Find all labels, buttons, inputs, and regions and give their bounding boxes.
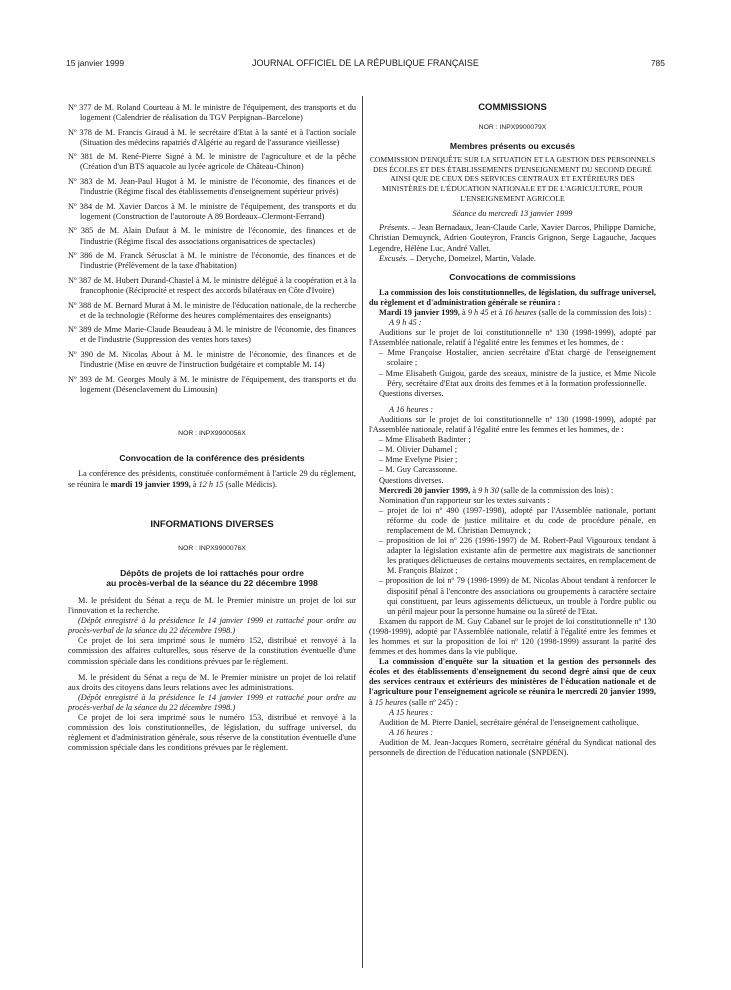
- question-item: Nº 393 de M. Georges Mouly à M. le ministre de l'équipement, des transports et du logement (Désenclavement du Limousin): [68, 374, 356, 394]
- presents-paragraph: Présents. – Jean Bernadaux, Jean-Claude Carle, Xavier Darcos, Philippe Darniche, Christian Demuynck, Adrien Gouteyron, Francis Grignon, Serge Lagauche, Jacques Legendre, Hélène Luc, André Vallet.: [369, 223, 656, 253]
- question-item: Nº 390 de M. Nicolas About à M. le ministre de l'économie, des finances et de l'industrie (Mise en œuvre de l'instruction budgétaire et comptable M. 14): [68, 349, 356, 369]
- header-date: 15 janvier 1999: [66, 58, 125, 68]
- audition-list: [369, 435, 656, 475]
- nor-reference: NOR : INPX9900076X: [178, 544, 246, 552]
- section-heading-informations: INFORMATIONS DIVERSES: [150, 518, 274, 530]
- paragraph: Ce projet de loi sera imprimé sous le numéro 153, distribué et renvoyé à la commission des lois constitutionnelles, de législation, du suffrage universel, du règlement et d'administration générale, sous réserve de la constitution éventuelle d'une commission spéciale dans les conditions prévues par le règlement.: [68, 713, 356, 753]
- page-header: [66, 58, 665, 72]
- paragraph: Nomination d'un rapporteur sur les textes suivants :: [379, 495, 550, 505]
- list-item: – Mme Françoise Hostalier, ancien secrétaire d'Etat chargé de l'enseignement scolaire ;: [379, 348, 656, 368]
- paragraph: Auditions sur le projet de loi constitutionnelle nº 130 (1998-1999), adopté par l'Assemblée nationale, relatif à l'égalité entre les femmes et les hommes, de :: [369, 414, 656, 435]
- question-item: Nº 389 de Mme Marie-Claude Beaudeau à M. le ministre de l'économie, des finances et de l'industrie (Suppression des ventes hors taxes): [68, 325, 356, 345]
- paragraph: Examen du rapport de M. Guy Cabanel sur le projet de loi constitutionnelle nº 130 (1998-1999), adopté par l'Assemblée nationale, relatif à l'égalité entre les femmes et les hommes et sur la proposition de loi nº 120 (1998-1999) assurant la parité des femmes et des hommes dans la vie publique.: [369, 616, 656, 657]
- question-item: Nº 378 de M. Francis Giraud à M. le secrétaire d'Etat à la santé et à l'action sociale (Situation des médecins rapatriés d'Algérie au regard de l'assurance vieillesse): [68, 127, 356, 147]
- question-item: Nº 387 de M. Hubert Durand-Chastel à M. le ministre délégué à la coopération et à la francophonie (Réciprocité et respect des accords bilatéraux en Côte d'Ivoire): [68, 275, 356, 295]
- paragraph: Audition de M. Jean-Jacques Romero, secrétaire général du Syndicat national des personnels de direction de l'éducation nationale (SNPDEN).: [369, 737, 656, 758]
- question-item: Nº 385 de M. Alain Dufaut à M. le ministre de l'économie, des finances et de l'industrie (Régime fiscal des associations organisatrices de spectacles): [68, 226, 356, 246]
- list-item: – proposition de loi nº 79 (1998-1999) de M. Nicolas About tendant à renforcer le dispositif pénal à l'encontre des associations ou groupements à caractère sectaire qui constituent, par leurs agissements délictueux, un trouble à l'ordre public ou un péril majeur pour la personne humaine ou la sûreté de l'Etat.: [379, 576, 656, 616]
- paragraph: Questions diverses.: [379, 388, 444, 398]
- question-item: Nº 386 de M. Franck Sérusclat à M. le ministre de l'économie, des finances et de l'industrie (Prélèvement de la taxe d'habitation): [68, 251, 356, 271]
- paragraph-italic: (Dépôt enregistré à la présidence le 14 janvier 1999 et rattaché pour ordre au procès-verbal de la séance du 22 décembre 1998.): [68, 616, 356, 636]
- question-item: Nº 388 de M. Bernard Murat à M. le ministre de l'éducation nationale, de la recherche et de la technologie (Réforme des heures complémentaires des enseignants): [68, 300, 356, 320]
- list-item: – M. Guy Carcassonne.: [379, 465, 458, 475]
- paragraph: Audition de M. Pierre Daniel, secrétaire général de l'enseignement catholique.: [379, 717, 639, 727]
- paragraph: Ce projet de loi sera imprimé sous le numéro 152, distribué et renvoyé à la commission des affaires culturelles, sous réserve de la constitution éventuelle d'une commission spéciale dans les conditions prévues par le règlement.: [68, 636, 356, 666]
- time-label: A 15 heures :: [389, 707, 434, 717]
- right-column: [369, 103, 656, 758]
- mardi-paragraph: Mardi 19 janvier 1999, à 9 h 45 et à 16 heures (salle de la commission des lois) :: [379, 308, 652, 317]
- question-item: Nº 384 de M. Xavier Darcos à M. le ministre de l'équipement, des transports et du logement (Construction de l'autoroute A 89 Bordeaux–Clermont-Ferrand): [68, 201, 356, 221]
- left-column: [68, 103, 356, 753]
- paragraph: M. le président du Sénat a reçu de M. le Premier ministre un projet de loi sur l'innovation et la recherche.: [68, 596, 356, 616]
- time-label: A 16 heures :: [389, 727, 434, 737]
- audition-list: [369, 348, 656, 388]
- header-page-number: 785: [650, 58, 665, 68]
- list-item: – Mme Elisabeth Guigou, garde des sceaux, ministre de la justice, et Mme Nicole Péry, secrétaire d'Etat aux droits des femmes et à la formation professionnelle.: [379, 368, 656, 388]
- question-item: Nº 381 de M. René-Pierre Signé à M. le ministre de l'agriculture et de la pêche (Création d'un BTS aquacole au lycée agricole de Château-Chinon): [68, 152, 356, 172]
- section-heading-commissions: COMMISSIONS: [478, 102, 547, 113]
- nor-reference: NOR : INPX9900079X: [478, 124, 547, 132]
- list-item: – proposition de loi nº 226 (1996-1997) de M. Robert-Paul Vigouroux tendant à adapter la législation existante afin de permettre aux magistrats de sanctionner les pratiques délictueuses de certains mouvements sectaires, en remplacement de M. François Blaizot ;: [379, 536, 656, 576]
- conference-paragraph: La conférence des présidents, constituée conformément à l'article 29 du règlement, se réunira le mardi 19 janvier 1999, à 12 h 15 (salle Médicis).: [68, 469, 356, 489]
- list-item: – Mme Elisabeth Badinter ;: [379, 435, 471, 445]
- paragraph: Questions diverses.: [379, 475, 444, 485]
- paragraph: Auditions sur le projet de loi constitutionnelle nº 130 (1998-1999), adopté par l'Assemblée nationale, relatif à l'égalité entre les femmes et les hommes, de :: [369, 328, 656, 348]
- nomination-list: [369, 506, 656, 617]
- list-item: – M. Olivier Duhamel ;: [379, 445, 458, 455]
- time-label: A 16 heures :: [389, 404, 434, 414]
- list-item: – projet de loi nº 490 (1997-1998), adopté par l'Assemblée nationale, portant réforme du code de justice militaire et du code de procédure pénale, en remplacement de M. Christian Demuynck ;: [379, 505, 656, 535]
- excuses-paragraph: Excusés. – Deryche, Domeizel, Martin, Valade.: [379, 253, 536, 263]
- section-heading-conference: Convocation de la conférence des présidents: [119, 453, 305, 464]
- commission-lois-intro: La commission des lois constitutionnelles, de législation, du suffrage universel, du règlement et d'administration générale se réunira :: [369, 287, 656, 307]
- header-journal-title: JOURNAL OFFICIEL DE LA RÉPUBLIQUE FRANÇAISE: [252, 58, 479, 68]
- list-item: – Mme Evelyne Pisier ;: [379, 455, 458, 465]
- section-heading-convocations: Convocations de commissions: [449, 271, 576, 282]
- question-item: Nº 383 de M. Jean-Paul Hugot à M. le ministre de l'économie, des finances et de l'industrie (Régime fiscal des établissements d'enseignement supérieur privés): [68, 177, 356, 197]
- paragraph: M. le président du Sénat a reçu de M. le Premier ministre un projet de loi relatif aux droits des citoyens dans leurs relations avec les administrations.: [68, 672, 356, 692]
- section-heading-membres: Membres présents ou excusés: [449, 141, 576, 152]
- mercredi-paragraph: Mercredi 20 janvier 1999, à 9 h 30 (salle de la commission des lois) :: [379, 485, 614, 495]
- question-list: [68, 103, 356, 395]
- enquete-paragraph: La commission d'enquête sur la situation et la gestion des personnels des écoles et des établissements d'enseignement du second degré ainsi que de ceux des services centraux et extérieurs des ministères de l'éducation nationale et de l'agriculture pour l'enseignement agricole se réunira le mercredi 20 janvier 1999, à 15 heures (salle nº 245) :: [369, 657, 656, 707]
- paragraph-italic: (Dépôt enregistré à la présidence le 14 janvier 1999 et rattaché pour ordre au procès-verbal de la séance du 22 décembre 1998.): [68, 692, 356, 712]
- column-divider: [362, 96, 363, 968]
- nor-reference: NOR : INPX9900056X: [178, 430, 246, 438]
- seance-date: Séance du mercredi 13 janvier 1999: [452, 209, 573, 219]
- question-item: Nº 377 de M. Roland Courteau à M. le ministre de l'équipement, des transports et du logement (Calendrier de réalisation du TGV Perpignan–Barcelone): [68, 103, 356, 123]
- time-label: A 9 h 45 :: [389, 318, 422, 328]
- commission-name: COMMISSION D'ENQUÊTE SUR LA SITUATION ET LA GESTION DES PERSONNELS DES ÉCOLES ET DES ÉTABLISSEMENTS D'ENSEIGNEMENT DU SECOND DEGRÉ AINSI QUE DE CEUX DES SERVICES CENTRAUX ET EXTÉRIEURS DES MINISTÈRES DE L'ÉDUCATION NATIONALE ET DE L'AGRICULTURE, POUR L'ENSEIGNEMENT AGRICOLE: [369, 155, 656, 203]
- section-heading-depots: Dépôts de projets de loi rattachés pour ordre au procès-verbal de la séance du 22 décembre 1998: [106, 567, 318, 588]
